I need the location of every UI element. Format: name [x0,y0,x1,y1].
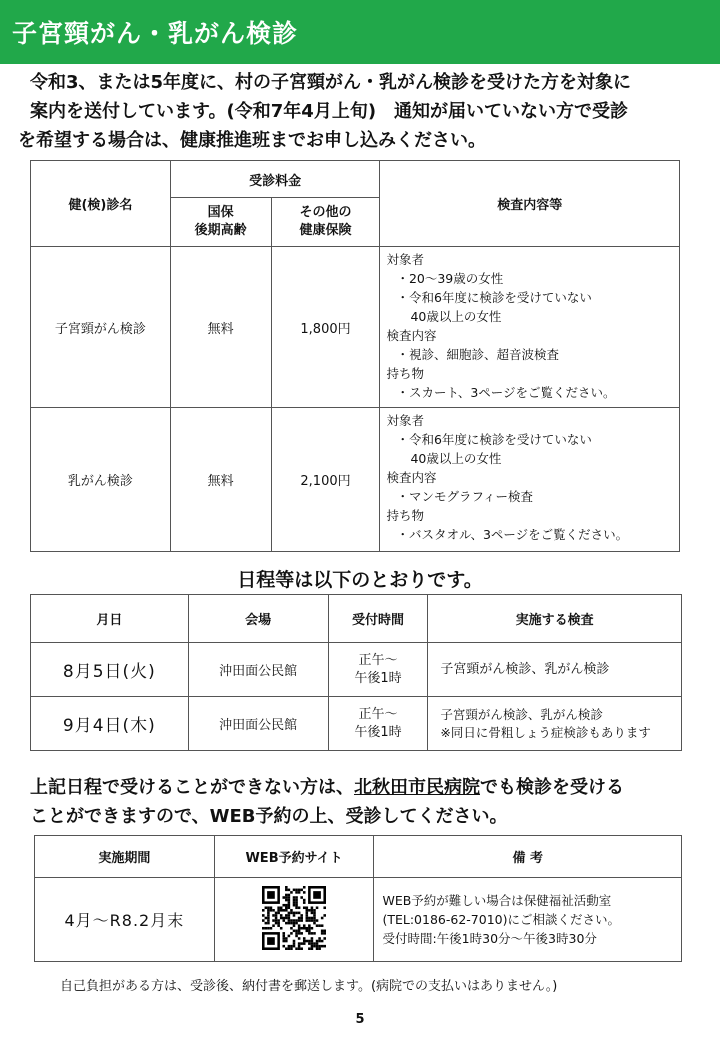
header-exam: 実施する検査 [428,595,682,643]
schedule-venue: 沖田面公民館 [188,643,328,697]
fee-national-cell: 無料 [170,408,271,552]
header-period: 実施期間 [35,836,215,878]
note-cell [374,878,682,962]
detail-line: ・スカート、3ページをご覧ください。 [396,385,616,400]
schedule-exam: 子宮頸がん検診、乳がん検診 ※同日に骨粗しょう症検診もあります [428,697,682,751]
schedule-title: 日程等は以下のとおりです。 [237,569,483,591]
detail-line: 40歳以上の女性 [410,451,502,466]
note-line: (TEL:0186-62-7010)にご相談ください。 [382,912,620,927]
title-banner [0,0,720,64]
qr-cell [214,878,374,962]
schedule-time: 正午～ 午後1時 [328,697,428,751]
exam-name-cell: 子宮頸がん検診 [31,247,171,408]
intro-line: 令和3、または5年度に、村の子宮頸がん・乳がん検診を受けた方を対象に [30,72,632,93]
detail-line: ・20～39歳の女性 [396,271,504,286]
hospital-table [34,835,682,962]
intro-line: 案内を送付しています。(令和7年4月上旬) 通知が届いていない方で受診 [30,101,629,122]
header-note: 備 考 [374,836,682,878]
schedule-venue: 沖田面公民館 [188,697,328,751]
fee-other-cell: 2,100円 [271,408,380,552]
exam-details-cell [380,408,680,552]
hospital-paragraph [30,773,710,831]
detail-line: 40歳以上の女性 [410,309,502,324]
schedule-table [30,594,682,751]
schedule-date: 8月5日(火) [31,643,189,697]
page-number: 5 [355,1012,365,1027]
para2-text: でも検診を受ける [480,777,624,798]
exam-fee-table [30,160,680,552]
page-title: 子宮頸がん・乳がん検診 [12,19,299,48]
header-fee-national: 国保 後期高齢 [170,198,271,247]
header-exam-name: 健(検)診名 [31,161,171,247]
intro-paragraph [18,68,708,155]
para2-text: 上記日程で受けることができない方は、 [30,777,354,798]
detail-line: ・マンモグラフィー検査 [396,489,533,504]
header-time: 受付時間 [328,595,428,643]
note-line: 受付時間:午後1時30分～午後3時30分 [382,931,597,946]
exam-details-cell [380,247,680,408]
footnote: 自己負担がある方は、受診後、納付書を郵送します。(病院での支払いはありません。) [60,979,558,994]
qr-code-icon[interactable] [262,886,326,950]
detail-line: ・バスタオル、3ページをご覧ください。 [396,527,629,542]
header-fee-other: その他の 健康保険 [271,198,380,247]
intro-line: を希望する場合は、健康推進班までお申し込みください。 [18,130,486,151]
period-cell: 4月～R8.2月末 [35,878,215,962]
fee-other-cell: 1,800円 [271,247,380,408]
detail-line: 持ち物 [386,366,424,381]
exam-name-cell: 乳がん検診 [31,408,171,552]
header-venue: 会場 [188,595,328,643]
schedule-time: 正午～ 午後1時 [328,643,428,697]
detail-line: ・視診、細胞診、超音波検査 [396,347,559,362]
header-date: 月日 [31,595,189,643]
detail-line: 対象者 [386,252,424,267]
detail-line: ・令和6年度に検診を受けていない [396,432,592,447]
detail-line: 対象者 [386,413,424,428]
note-line: WEB予約が難しい場合は保健福祉活動室 [382,893,612,908]
header-web-site: WEB予約サイト [214,836,374,878]
header-content: 検査内容等 [380,161,680,247]
schedule-date: 9月4日(木) [31,697,189,751]
para2-line: ことができますので、WEB予約の上、受診してください。 [30,806,508,827]
detail-line: 検査内容 [386,328,437,343]
header-fee: 受診料金 [170,161,380,198]
schedule-exam: 子宮頸がん検診、乳がん検診 [428,643,682,697]
hospital-name: 北秋田市民病院 [354,777,480,798]
fee-national-cell: 無料 [170,247,271,408]
detail-line: ・令和6年度に検診を受けていない [396,290,592,305]
detail-line: 持ち物 [386,508,424,523]
detail-line: 検査内容 [386,470,437,485]
